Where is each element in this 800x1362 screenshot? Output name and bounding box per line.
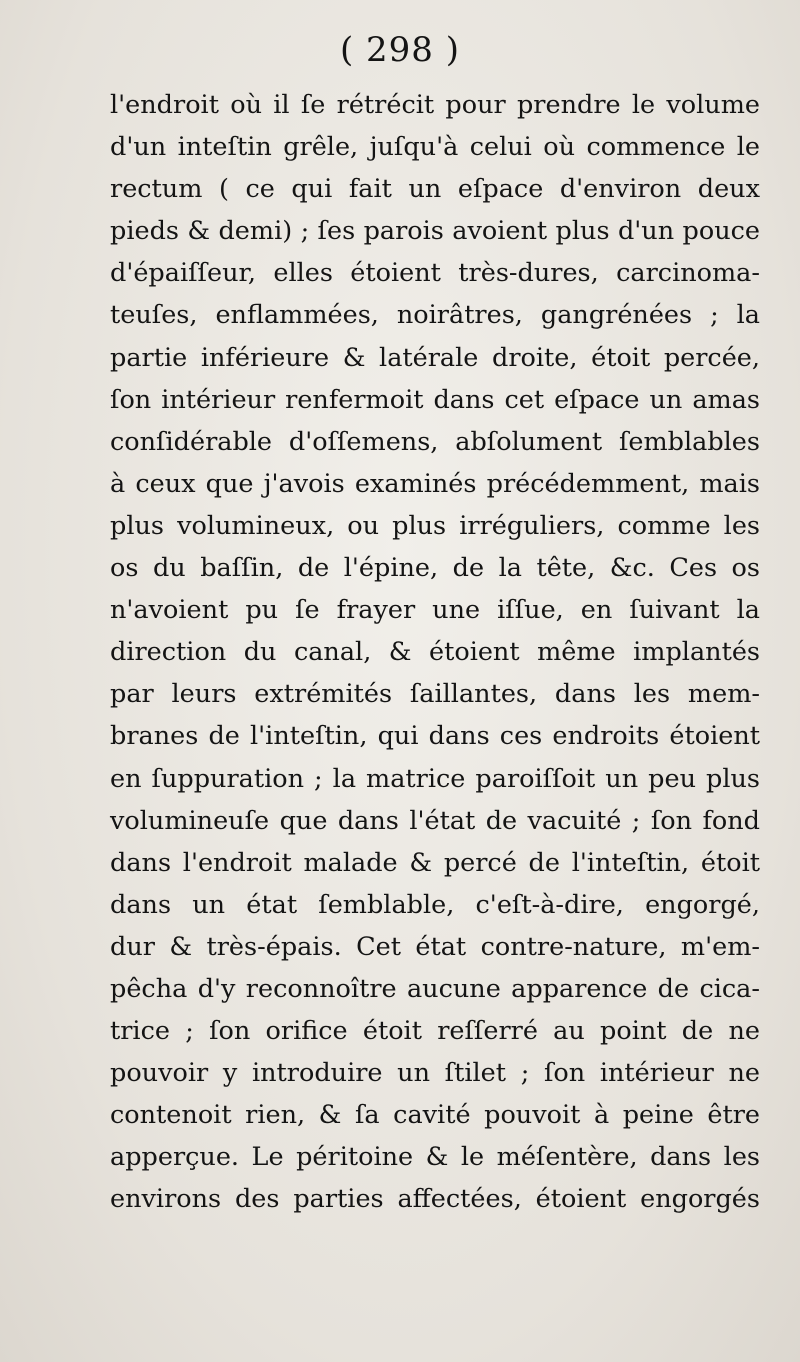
text-line: partie inférieure & latérale droite, étoit percée, (110, 342, 760, 373)
text-line: trice ; ſon orifice étoit reſſerré au point de ne (110, 1016, 760, 1047)
text-line: rectum ( ce qui fait un eſpace d'environ deux (110, 174, 760, 205)
text-line: dans un état ſemblable, c'eſt-à-dire, engorgé, (110, 889, 760, 920)
text-line: pieds & demi) ; ſes parois avoient plus d'un pouce (110, 216, 760, 247)
text-line: à ceux que j'avois examinés précédemment, mais (110, 468, 760, 499)
text-line: d'épaiſſeur, elles étoient très-dures, carcinoma- (110, 258, 760, 289)
text-line: environs des parties affectées, étoient engorgés (110, 1184, 760, 1215)
text-line: apperçue. Le péritoine & le méſentère, dans les (110, 1142, 760, 1173)
text-line: pouvoir y introduire un ſtilet ; ſon intérieur ne (110, 1058, 760, 1089)
text-line: dans l'endroit malade & percé de l'inteſtin, étoit (110, 847, 760, 878)
text-line: dur & très-épais. Cet état contre-nature, m'em- (110, 931, 760, 962)
text-line: en ſuppuration ; la matrice paroiſſoit un peu plus (110, 763, 760, 794)
text-line: l'endroit où il ſe rétrécit pour prendre le volume (110, 90, 760, 120)
text-line: d'un inteſtin grêle, juſqu'à celui où commence le (110, 132, 760, 163)
text-line: ſon intérieur renfermoit dans cet eſpace un amas (110, 384, 760, 415)
text-line: n'avoient pu ſe frayer une iſſue, en ſuivant la (110, 595, 760, 626)
text-line: teuſes, enflammées, noirâtres, gangrénées ; la (110, 300, 760, 331)
text-line: volumineuſe que dans l'état de vacuité ; ſon fond (110, 805, 760, 836)
text-line: branes de l'inteſtin, qui dans ces endroits étoient (110, 721, 760, 752)
page-number: ( 298 ) (339, 30, 461, 70)
body-text (110, 84, 760, 1221)
text-line: pêcha d'y reconnoître aucune apparence de cica- (110, 973, 760, 1004)
text-line: direction du canal, & étoient même implantés (110, 637, 760, 668)
text-line: os du baſſin, de l'épine, de la tête, &c. Ces os (110, 553, 760, 584)
text-line: conſidérable d'oſſemens, abſolument ſemblables (110, 426, 760, 457)
text-line: plus volumineux, ou plus irréguliers, comme les (110, 510, 760, 541)
text-line: contenoit rien, & ſa cavité pouvoit à peine être (110, 1100, 760, 1131)
text-line: par leurs extrémités ſaillantes, dans les mem- (110, 679, 760, 710)
